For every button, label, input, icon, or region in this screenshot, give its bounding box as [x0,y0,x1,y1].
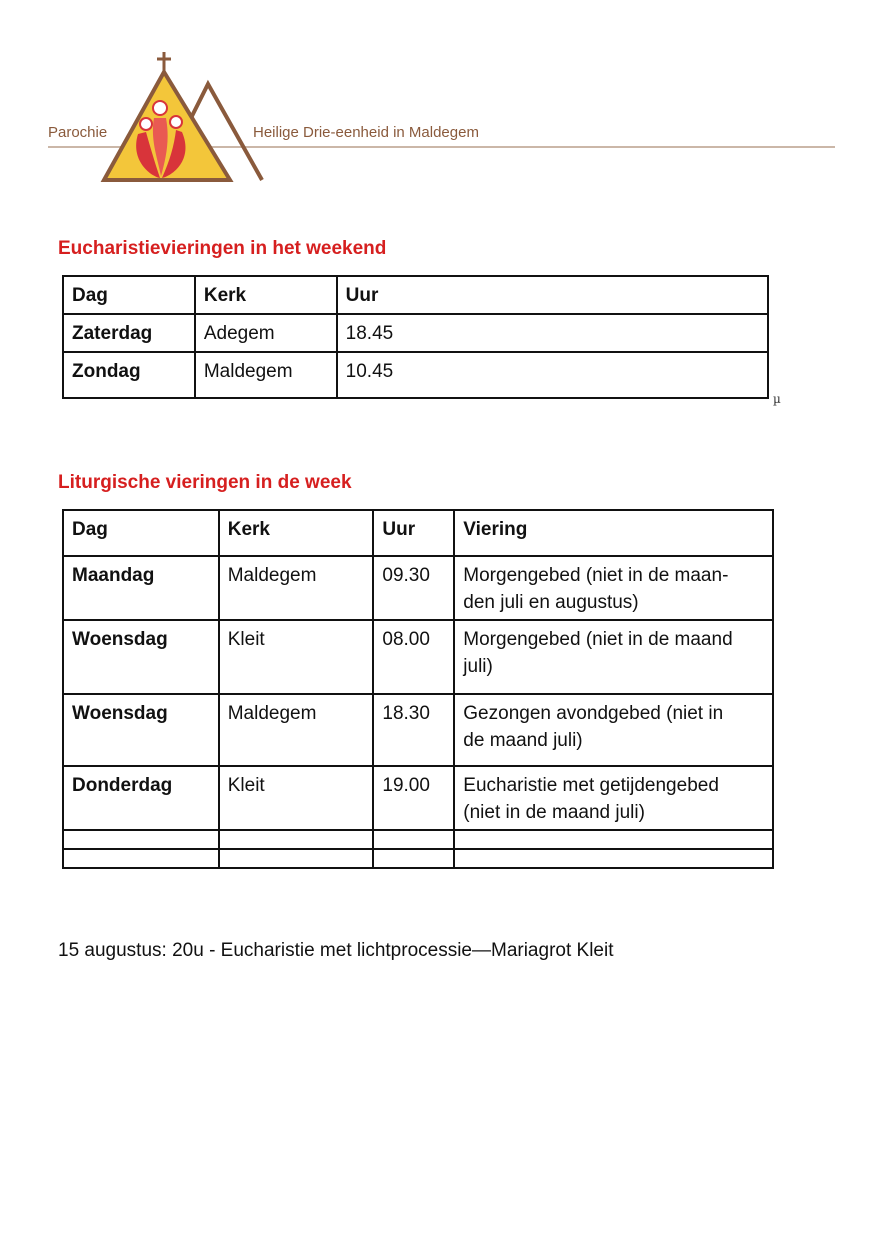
table-row [63,556,773,620]
parish-logo-header [0,0,874,200]
table-row-empty [63,830,773,849]
table-row [63,620,773,694]
parish-logo-graphic [0,0,874,200]
cell-time: 10.45 [337,352,768,398]
weekend-section-title: Eucharistievieringen in het weekend [58,238,387,259]
header-celebration: Viering [454,510,773,556]
cell-day: Donderdag [63,766,219,830]
week-table [62,509,774,869]
cell-day: Zondag [63,352,195,398]
logo-text-parochie: Parochie [48,124,108,141]
empty-cell [454,849,773,868]
table-row [63,694,773,766]
cell-church: Maldegem [219,694,374,766]
cell-day: Woensdag [63,694,219,766]
assumption-day-note: 15 augustus: 20u - Eucharistie met lichtprocessie—Mariagrot Kleit [58,940,614,961]
cell-time: 18.30 [373,694,454,766]
cell-church: Kleit [219,620,374,694]
header-time: Uur [373,510,454,556]
cell-church: Kleit [219,766,374,830]
header-time: Uur [337,276,768,314]
table-row [63,766,773,830]
empty-cell [219,830,374,849]
weekend-table [62,275,769,399]
cell-time: 08.00 [373,620,454,694]
cell-day: Woensdag [63,620,219,694]
cell-day: Zaterdag [63,314,195,352]
cell-celebration: Morgengebed (niet in de maan- den juli en augustus) [454,556,773,620]
cell-celebration: Morgengebed (niet in de maand juli) [454,620,773,694]
header-church: Kerk [195,276,337,314]
cell-celebration: Gezongen avondgebed (niet in de maand juli) [454,694,773,766]
header-day: Dag [63,276,195,314]
cell-day: Maandag [63,556,219,620]
cell-time: 19.00 [373,766,454,830]
table-header-row [63,510,773,556]
empty-cell [454,830,773,849]
table-row [63,314,768,352]
empty-cell [63,849,219,868]
header-day: Dag [63,510,219,556]
cell-church: Maldegem [195,352,337,398]
cell-time: 18.45 [337,314,768,352]
week-section-title: Liturgische vieringen in de week [58,472,352,493]
empty-cell [373,849,454,868]
empty-cell [63,830,219,849]
table-row-empty [63,849,773,868]
header-church: Kerk [219,510,374,556]
empty-cell [219,849,374,868]
cell-church: Maldegem [219,556,374,620]
cell-time: 09.30 [373,556,454,620]
table-row [63,352,768,398]
empty-cell [373,830,454,849]
stray-mark: µ [773,392,781,406]
cell-celebration: Eucharistie met getijdengebed (niet in de maand juli) [454,766,773,830]
table-header-row [63,276,768,314]
cell-church: Adegem [195,314,337,352]
logo-text-parish-name: Heilige Drie-eenheid in Maldegem [253,124,479,141]
